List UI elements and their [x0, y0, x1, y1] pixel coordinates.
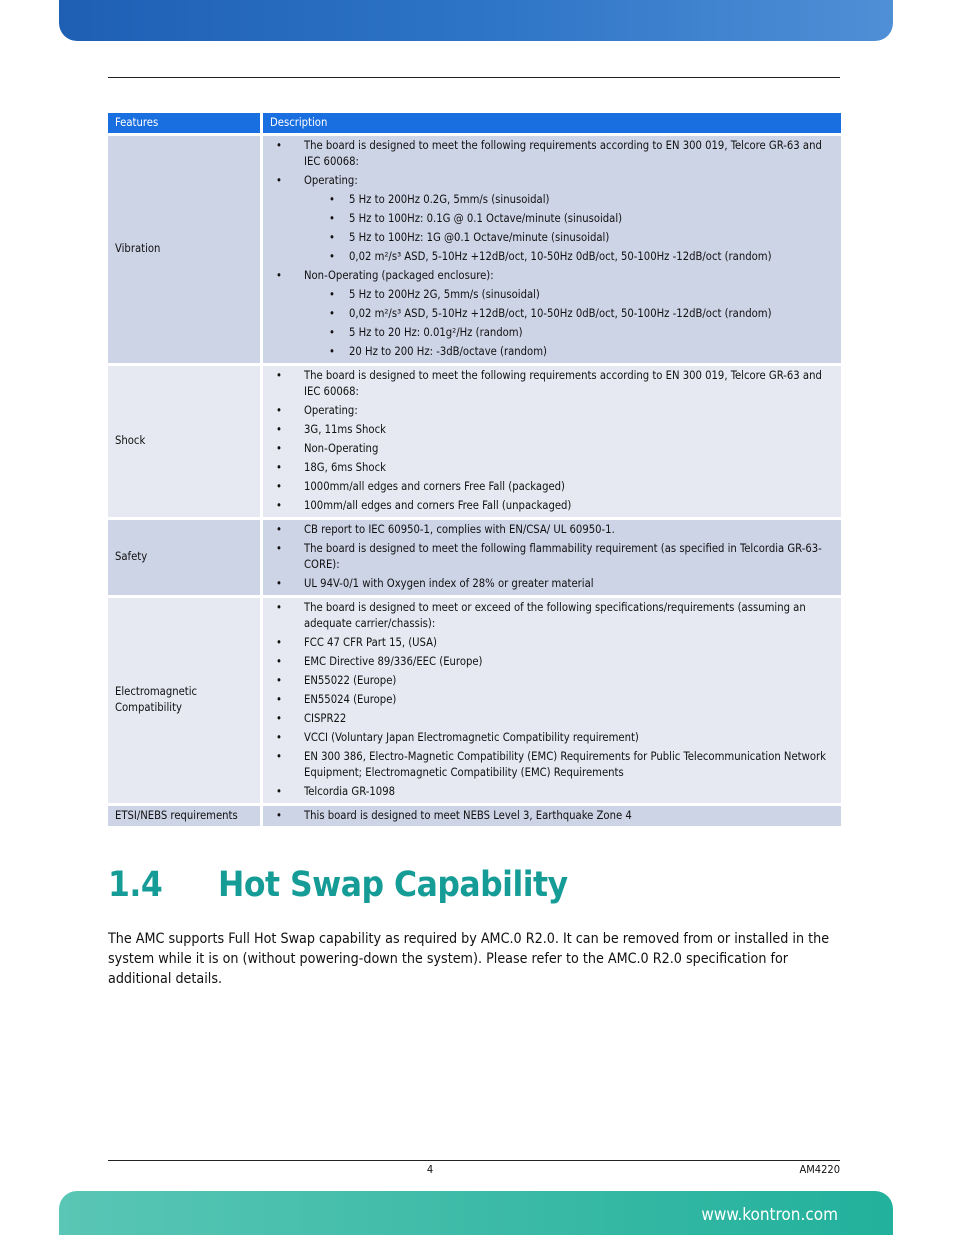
feature-cell: Safety [108, 520, 263, 598]
description-cell [263, 598, 841, 806]
description-cell [263, 520, 841, 598]
sub-list-item: • 5 Hz to 200Hz 2G, 5mm/s (sinusoidal) [270, 287, 834, 303]
description-cell [263, 806, 841, 826]
table-row-safety [108, 520, 841, 598]
list-item: • VCCI (Voluntary Japan Electromagnetic Compatibility requirement) [270, 730, 834, 746]
table-row-vibration [108, 136, 841, 366]
list-item: • 1000mm/all edges and corners Free Fall (packaged) [270, 479, 834, 495]
list-item: • Operating: [270, 403, 834, 419]
list-item: • EN 300 386, Electro-Magnetic Compatibility (EMC) Requirements for Public Telecommunication Network Equipment; Electromagnetic Compatibility (EMC) Requirements [270, 749, 834, 781]
footer-rule [108, 1160, 840, 1161]
document-id: AM4220 [799, 1163, 840, 1176]
list-item: • UL 94V-0/1 with Oxygen index of 28% or greater material [270, 576, 834, 592]
list-item: • 3G, 11ms Shock [270, 422, 834, 438]
sub-list-item: • 5 Hz to 100Hz: 0.1G @ 0.1 Octave/minute (sinusoidal) [270, 211, 834, 227]
list-item-label: Non-Operating (packaged enclosure): [304, 269, 494, 282]
list-item: • Telcordia GR-1098 [270, 784, 834, 800]
list-item: • FCC 47 CFR Part 15, (USA) [270, 635, 834, 651]
bullet-list [270, 808, 834, 824]
list-item [270, 173, 834, 189]
list-item-label: Operating: [304, 174, 358, 187]
table-row-emc [108, 598, 841, 806]
list-item: • The board is designed to meet the following requirements according to EN 300 019, Telcore GR-63 and IEC 60068: [270, 138, 834, 170]
header-rule [108, 77, 840, 78]
list-item: • EN55024 (Europe) [270, 692, 834, 708]
footer-banner [59, 1191, 893, 1235]
header-features: Features [108, 113, 263, 136]
table-header-row [108, 113, 841, 136]
page-number: 4 [426, 1163, 434, 1176]
list-item: • EN55022 (Europe) [270, 673, 834, 689]
list-item: • CISPR22 [270, 711, 834, 727]
sub-list-item: • 5 Hz to 100Hz: 1G @0.1 Octave/minute (sinusoidal) [270, 230, 834, 246]
section-body: The AMC supports Full Hot Swap capability as required by AMC.0 R2.0. It can be removed from or installed in the system while it is on (without powering-down the system). Please refer to the AMC.0 R2.0 specification for additional details. [108, 931, 830, 987]
sub-bullet-list [270, 192, 834, 265]
description-cell [263, 366, 841, 520]
website-link[interactable]: www.kontron.com [701, 1205, 838, 1225]
sub-bullet-list [270, 287, 834, 360]
bullet-list [270, 138, 834, 189]
section-title: Hot Swap Capability [218, 865, 568, 905]
feature-cell: ETSI/NEBS requirements [108, 806, 263, 826]
bullet-list [270, 268, 834, 284]
feature-cell: Vibration [108, 136, 263, 366]
bullet-list [270, 600, 834, 800]
sub-list-item: • 0,02 m²/s³ ASD, 5-10Hz +12dB/oct, 10-50Hz 0dB/oct, 50-100Hz -12dB/oct (random) [270, 306, 834, 322]
description-cell [263, 136, 841, 366]
list-item: • 100mm/all edges and corners Free Fall (unpackaged) [270, 498, 834, 514]
header-banner [59, 0, 893, 41]
feature-cell: Shock [108, 366, 263, 520]
section-heading [108, 862, 568, 908]
list-item: • This board is designed to meet NEBS Level 3, Earthquake Zone 4 [270, 808, 834, 824]
list-item: • The board is designed to meet or exceed of the following specifications/requirements (assuming an adequate carrier/chassis): [270, 600, 834, 632]
spec-table [108, 113, 841, 826]
list-item [270, 268, 834, 284]
sub-list-item: • 5 Hz to 200Hz 0.2G, 5mm/s (sinusoidal) [270, 192, 834, 208]
list-item: • The board is designed to meet the following flammability requirement (as specified in Telcordia GR-63-CORE): [270, 541, 834, 573]
bullet-list [270, 368, 834, 514]
list-item: • CB report to IEC 60950-1, complies with EN/CSA/ UL 60950-1. [270, 522, 834, 538]
sub-list-item: • 20 Hz to 200 Hz: -3dB/octave (random) [270, 344, 834, 360]
sub-list-item: • 5 Hz to 20 Hz: 0.01g²/Hz (random) [270, 325, 834, 341]
section-number: 1.4 [108, 865, 163, 905]
list-item: • The board is designed to meet the following requirements according to EN 300 019, Telcore GR-63 and IEC 60068: [270, 368, 834, 400]
list-item: • EMC Directive 89/336/EEC (Europe) [270, 654, 834, 670]
bullet-list [270, 522, 834, 592]
header-description: Description [263, 113, 841, 136]
list-item: • Non-Operating [270, 441, 834, 457]
table-row-etsi-nebs [108, 806, 841, 826]
feature-cell: Electromagnetic Compatibility [108, 598, 263, 806]
sub-list-item: • 0,02 m²/s³ ASD, 5-10Hz +12dB/oct, 10-50Hz 0dB/oct, 50-100Hz -12dB/oct (random) [270, 249, 834, 265]
list-item: • 18G, 6ms Shock [270, 460, 834, 476]
table-row-shock [108, 366, 841, 520]
